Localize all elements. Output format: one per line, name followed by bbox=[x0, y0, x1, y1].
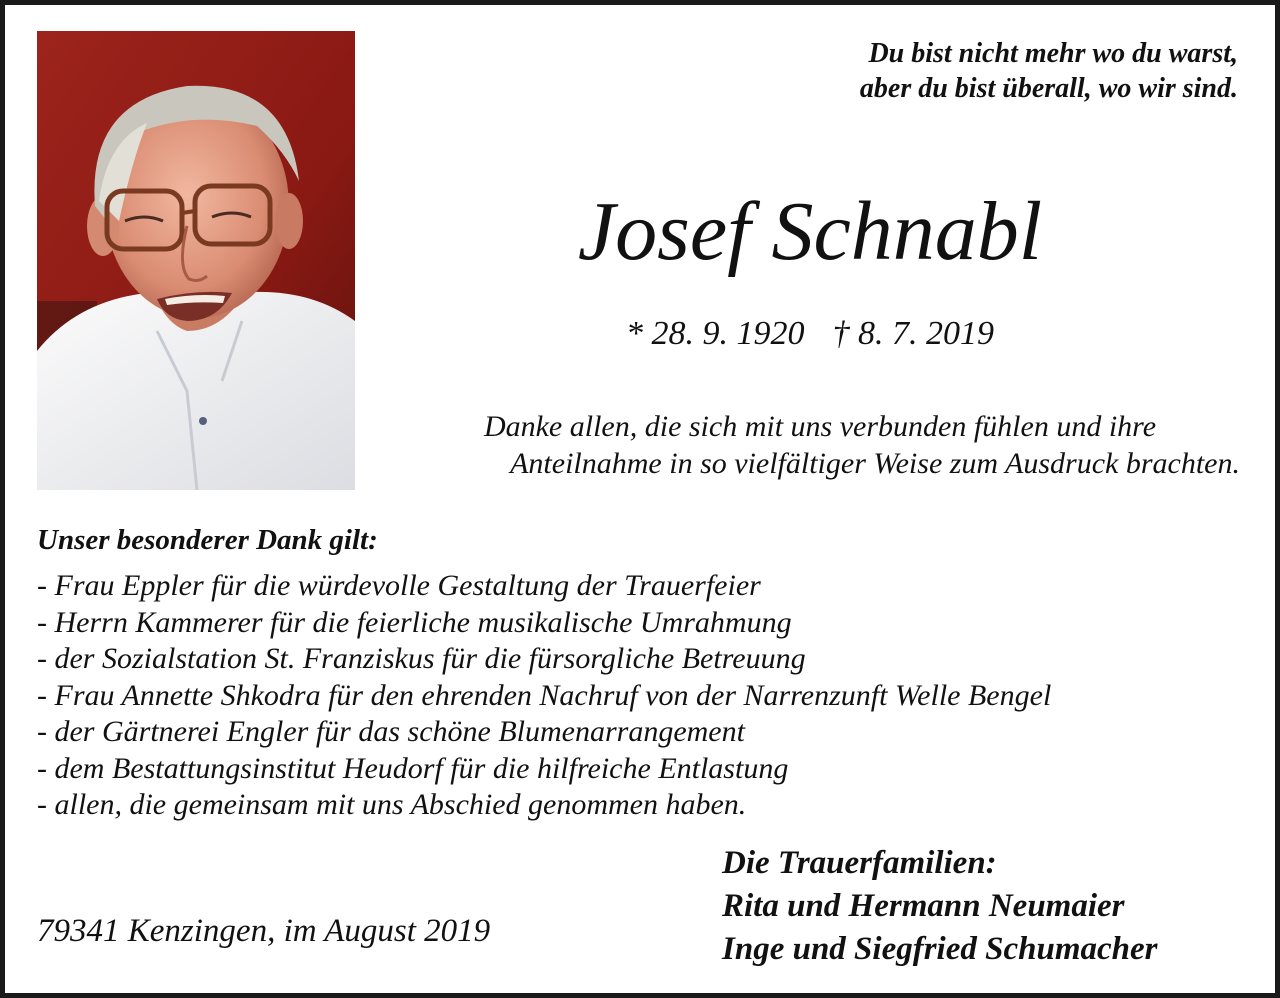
thanks-line-2: Anteilnahme in so vielfältiger Weise zum Ausdruck brachten. bbox=[510, 447, 1240, 480]
list-item: - Frau Eppler für die würdevolle Gestaltung der Trauerfeier bbox=[37, 569, 761, 602]
list-item: - allen, die gemeinsam mit uns Abschied genommen haben. bbox=[37, 788, 747, 821]
list-item: - Herrn Kammerer für die feierliche musikalische Umrahmung bbox=[37, 605, 792, 639]
list-item: - Frau Annette Shkodra für den ehrenden Nachruf von der Narrenzunft Welle Bengel bbox=[37, 678, 1052, 712]
family-line-1: Rita und Hermann Neumaier bbox=[722, 888, 1125, 924]
families-heading: Die Trauerfamilien: bbox=[722, 845, 997, 881]
deceased-name: Josef Schnabl bbox=[577, 185, 1043, 278]
list-item: - dem Bestattungsinstitut Heudorf für die hilfreiche Entlastung bbox=[37, 751, 789, 785]
life-dates bbox=[380, 312, 1240, 356]
list-item: - der Sozialstation St. Franziskus für die fürsorgliche Betreuung bbox=[37, 642, 806, 675]
portrait-photo bbox=[37, 31, 355, 490]
thanks-line-1: Danke allen, die sich mit uns verbunden fühlen und ihre bbox=[483, 410, 1157, 443]
list-item: - der Gärtnerei Engler für das schöne Blumenarrangement bbox=[37, 715, 745, 748]
family-line-2: Inge und Siegfried Schumacher bbox=[722, 931, 1158, 967]
general-thanks bbox=[360, 408, 1240, 482]
quote-line-2: aber du bist überall, wo wir sind. bbox=[859, 73, 1238, 104]
mourning-families bbox=[722, 842, 1157, 971]
death-date: † 8. 7. 2019 bbox=[832, 315, 994, 352]
place-and-date: 79341 Kenzingen, im August 2019 bbox=[37, 913, 491, 949]
quote-line-1: Du bist nicht mehr wo du warst, bbox=[868, 38, 1238, 69]
portrait-image bbox=[37, 31, 355, 490]
birth-date: * 28. 9. 1920 bbox=[626, 315, 805, 352]
special-thanks-heading: Unser besonderer Dank gilt: bbox=[37, 524, 378, 556]
memorial-quote bbox=[860, 36, 1238, 106]
special-thanks-list bbox=[37, 568, 1051, 824]
